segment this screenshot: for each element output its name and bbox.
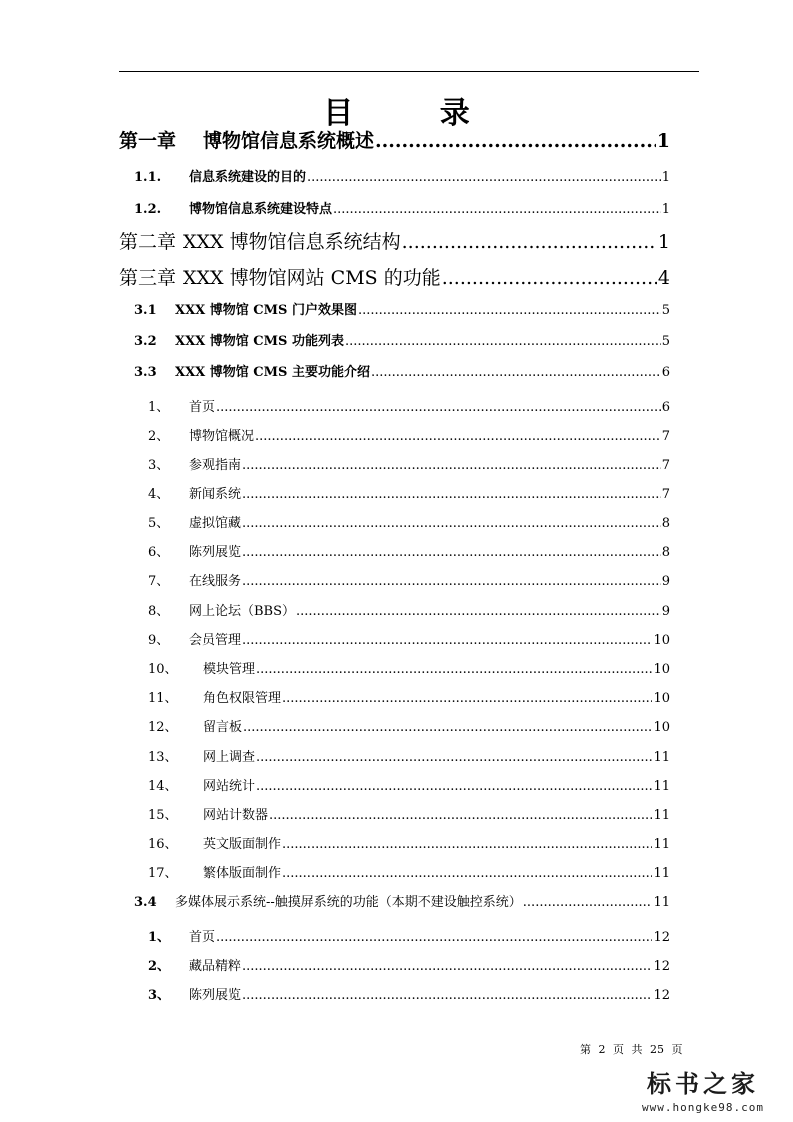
toc-row-item[interactable] bbox=[148, 425, 670, 444]
toc-label: 繁体版面制作 bbox=[203, 866, 282, 881]
toc-page: 7 bbox=[661, 487, 670, 502]
toc-row-1-1[interactable] bbox=[134, 166, 670, 185]
toc-label: 信息系统建设的目的 bbox=[189, 170, 307, 185]
toc-leader bbox=[243, 720, 652, 735]
toc-row-item[interactable] bbox=[148, 629, 670, 648]
toc-leader bbox=[307, 170, 661, 185]
toc-page: 11 bbox=[653, 837, 670, 852]
toc-leader bbox=[442, 267, 657, 289]
toc-page: 6 bbox=[661, 365, 670, 380]
toc-row-3-3[interactable] bbox=[134, 361, 670, 380]
toc-label: 角色权限管理 bbox=[203, 691, 282, 706]
toc-leader bbox=[242, 458, 661, 473]
toc-page: 10 bbox=[653, 662, 670, 677]
toc-label: 网站统计 bbox=[203, 779, 256, 794]
toc-leader bbox=[216, 400, 661, 415]
toc-label: 陈列展览 bbox=[189, 988, 242, 1003]
toc-row-3-4[interactable] bbox=[134, 891, 670, 910]
toc-page: 12 bbox=[653, 959, 670, 974]
toc-leader bbox=[242, 959, 652, 974]
toc-page: 1 bbox=[656, 130, 670, 152]
toc-row-item[interactable] bbox=[148, 955, 670, 974]
watermark-logo bbox=[642, 1064, 764, 1114]
toc-page: 10 bbox=[653, 633, 670, 648]
toc-page: 6 bbox=[661, 400, 670, 415]
toc-num: 6、 bbox=[148, 545, 170, 560]
toc-num: 3、 bbox=[148, 458, 170, 473]
toc-num: 3.2 bbox=[134, 334, 157, 349]
toc-num: 16、 bbox=[148, 837, 178, 852]
toc-row-item[interactable] bbox=[148, 984, 670, 1003]
toc-leader bbox=[402, 231, 657, 253]
toc-page: 11 bbox=[653, 895, 670, 910]
toc-leader bbox=[242, 545, 661, 560]
toc-label: 英文版面制作 bbox=[203, 837, 282, 852]
toc-row-3-2[interactable] bbox=[134, 330, 670, 349]
toc-label: 模块管理 bbox=[203, 662, 256, 677]
toc-row-item[interactable] bbox=[148, 833, 670, 852]
toc-label: XXX 博物馆网站 CMS 的功能 bbox=[183, 267, 441, 289]
toc-row-item[interactable] bbox=[148, 600, 670, 619]
toc-num: 10、 bbox=[148, 662, 178, 677]
toc-leader bbox=[269, 808, 652, 823]
toc-num: 15、 bbox=[148, 808, 178, 823]
toc-label: XXX 博物馆信息系统结构 bbox=[183, 231, 401, 253]
toc-row-item[interactable] bbox=[148, 570, 670, 589]
toc-page: 8 bbox=[661, 516, 670, 531]
toc-num: 9、 bbox=[148, 633, 170, 648]
toc-leader bbox=[216, 930, 652, 945]
toc-leader bbox=[256, 750, 652, 765]
toc-row-chapter-1[interactable] bbox=[119, 126, 670, 153]
toc-leader bbox=[345, 334, 661, 349]
toc-num: 2、 bbox=[148, 959, 171, 974]
toc-page: 11 bbox=[653, 866, 670, 881]
toc-leader bbox=[371, 365, 661, 380]
toc-num: 14、 bbox=[148, 779, 178, 794]
toc-row-item[interactable] bbox=[148, 926, 670, 945]
toc-num: 3.1 bbox=[134, 303, 157, 318]
toc-row-item[interactable] bbox=[148, 483, 670, 502]
toc-page: 11 bbox=[653, 779, 670, 794]
toc-row-item[interactable] bbox=[148, 746, 670, 765]
toc-leader bbox=[282, 866, 652, 881]
toc-row-item[interactable] bbox=[148, 396, 670, 415]
toc-label: 首页 bbox=[189, 930, 216, 945]
toc-page: 9 bbox=[661, 574, 670, 589]
toc-num: 1.1. bbox=[134, 170, 162, 185]
toc-label: 参观指南 bbox=[189, 458, 242, 473]
toc-num: 1、 bbox=[148, 400, 170, 415]
toc-row-item[interactable] bbox=[148, 512, 670, 531]
toc-row-item[interactable] bbox=[148, 804, 670, 823]
toc-num: 2、 bbox=[148, 429, 170, 444]
toc-row-chapter-3[interactable] bbox=[119, 263, 670, 290]
toc-num: 1.2. bbox=[134, 202, 162, 217]
toc-row-item[interactable] bbox=[148, 454, 670, 473]
toc-page: 4 bbox=[657, 267, 670, 289]
toc-label: XXX 博物馆 CMS 主要功能介绍 bbox=[175, 365, 370, 380]
toc-leader bbox=[242, 633, 652, 648]
toc-page: 7 bbox=[661, 429, 670, 444]
watermark-url: www.hongke98.com bbox=[642, 1101, 764, 1114]
toc-label: XXX 博物馆 CMS 功能列表 bbox=[175, 334, 344, 349]
toc-leader bbox=[256, 662, 652, 677]
toc-num: 第二章 bbox=[119, 231, 177, 253]
toc-num: 4、 bbox=[148, 487, 170, 502]
toc-num: 13、 bbox=[148, 750, 178, 765]
toc-page: 11 bbox=[653, 808, 670, 823]
toc-page: 5 bbox=[661, 334, 670, 349]
toc-page: 10 bbox=[653, 691, 670, 706]
page-footer: 第 2 页 共 25 页 bbox=[580, 1043, 683, 1056]
toc-row-item[interactable] bbox=[148, 541, 670, 560]
toc-label: 博物馆信息系统概述 bbox=[203, 130, 375, 152]
toc-row-item[interactable] bbox=[148, 687, 670, 706]
toc-leader bbox=[256, 779, 652, 794]
toc-label: 博物馆概况 bbox=[189, 429, 255, 444]
toc-page: 1 bbox=[661, 202, 670, 217]
toc-leader bbox=[242, 516, 661, 531]
toc-num: 7、 bbox=[148, 574, 170, 589]
toc-label: 博物馆信息系统建设特点 bbox=[189, 202, 333, 217]
page-title: 目 录 bbox=[323, 96, 508, 131]
toc-label: 新闻系统 bbox=[189, 487, 242, 502]
toc-num: 第三章 bbox=[119, 267, 177, 289]
toc-page: 12 bbox=[653, 988, 670, 1003]
toc-leader bbox=[282, 691, 652, 706]
toc-label: 在线服务 bbox=[189, 574, 242, 589]
toc-page: 1 bbox=[657, 231, 670, 253]
toc-label: 网站计数器 bbox=[203, 808, 269, 823]
toc-page: 5 bbox=[661, 303, 670, 318]
toc-page: 1 bbox=[661, 170, 670, 185]
toc-label: 网上论坛（BBS） bbox=[189, 604, 296, 619]
toc-page: 9 bbox=[661, 604, 670, 619]
toc-label: 虚拟馆藏 bbox=[189, 516, 242, 531]
watermark-brand: 标书之家 bbox=[646, 1070, 759, 1098]
toc-num: 3.4 bbox=[134, 895, 157, 910]
toc-leader bbox=[296, 604, 661, 619]
toc-label: 多媒体展示系统--触摸屏系统的功能（本期不建设触控系统） bbox=[175, 895, 522, 910]
toc-row-item[interactable] bbox=[148, 862, 670, 881]
toc-num: 1、 bbox=[148, 930, 171, 945]
toc-label: XXX 博物馆 CMS 门户效果图 bbox=[175, 303, 357, 318]
toc-page: 10 bbox=[653, 720, 670, 735]
toc-leader bbox=[242, 487, 661, 502]
toc-label: 留言板 bbox=[203, 720, 243, 735]
toc-page: 12 bbox=[653, 930, 670, 945]
toc-leader bbox=[242, 988, 652, 1003]
toc-page: 7 bbox=[661, 458, 670, 473]
toc-num: 3、 bbox=[148, 988, 171, 1003]
toc-row-item[interactable] bbox=[148, 775, 670, 794]
toc-leader bbox=[523, 895, 653, 910]
toc-leader bbox=[242, 574, 661, 589]
toc-num: 8、 bbox=[148, 604, 170, 619]
toc-row-chapter-2[interactable] bbox=[119, 227, 670, 254]
toc-leader bbox=[255, 429, 661, 444]
toc-leader bbox=[282, 837, 652, 852]
toc-row-item[interactable] bbox=[148, 658, 670, 677]
toc-num: 17、 bbox=[148, 866, 178, 881]
toc-page: 8 bbox=[661, 545, 670, 560]
toc-label: 网上调查 bbox=[203, 750, 256, 765]
toc-label: 首页 bbox=[189, 400, 216, 415]
toc-page: 11 bbox=[653, 750, 670, 765]
toc-num: 12、 bbox=[148, 720, 178, 735]
toc-row-3-1[interactable] bbox=[134, 299, 670, 318]
toc-row-item[interactable] bbox=[148, 716, 670, 735]
toc-leader bbox=[375, 130, 656, 152]
toc-leader bbox=[358, 303, 661, 318]
toc-num: 11、 bbox=[148, 691, 178, 706]
toc-num: 5、 bbox=[148, 516, 170, 531]
toc-label: 陈列展览 bbox=[189, 545, 242, 560]
toc-label: 藏品精粹 bbox=[189, 959, 242, 974]
toc-num: 3.3 bbox=[134, 365, 157, 380]
toc-label: 会员管理 bbox=[189, 633, 242, 648]
toc-num: 第一章 bbox=[119, 130, 177, 152]
toc-row-1-2[interactable] bbox=[134, 198, 670, 217]
toc-leader bbox=[333, 202, 661, 217]
